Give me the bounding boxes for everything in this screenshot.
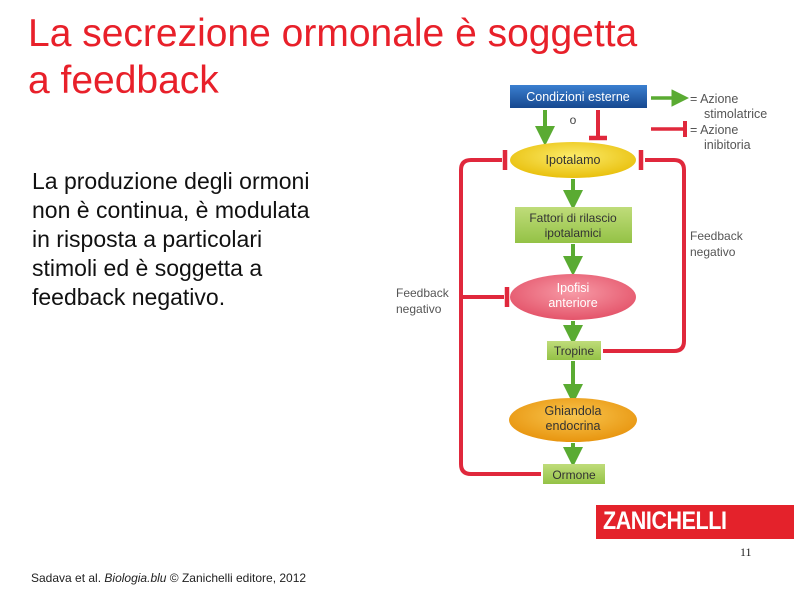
gland-label: Ghiandola bbox=[544, 404, 602, 418]
feedback-loop-right bbox=[603, 160, 684, 351]
legend-stimulatory-label: = Azione bbox=[690, 92, 739, 106]
hormone-label: Ormone bbox=[552, 468, 596, 482]
gland-label-2: endocrina bbox=[545, 419, 601, 433]
tropins-label: Tropine bbox=[553, 344, 595, 358]
external-conditions-label: Condizioni esterne bbox=[526, 90, 630, 104]
source-credit bbox=[31, 571, 306, 585]
title-line-1: La secrezione ormonale è soggetta bbox=[28, 12, 638, 55]
feedback-right-label: Feedback bbox=[690, 229, 743, 243]
hypothalamus-label: Ipotalamo bbox=[545, 153, 601, 167]
pituitary-label: Ipofisi bbox=[556, 281, 590, 295]
legend-inhibitory-label-2: inibitoria bbox=[704, 138, 751, 152]
credit-authors: Sadava et al. bbox=[31, 571, 102, 585]
releasing-factors-node bbox=[515, 207, 632, 243]
publisher-logo-text: ZANICHELLI bbox=[603, 507, 727, 535]
body-line: stimoli ed è soggetta a bbox=[32, 255, 263, 281]
hypothalamus-node bbox=[510, 142, 636, 178]
legend-inhibitory-label: = Azione bbox=[690, 123, 739, 137]
external-conditions-box bbox=[510, 85, 647, 108]
endocrine-gland-node bbox=[509, 398, 637, 442]
releasing-factors-label-2: ipotalamici bbox=[544, 226, 602, 240]
body-line: feedback negativo. bbox=[32, 284, 226, 310]
body-line: in risposta a particolari bbox=[32, 226, 263, 252]
credit-rest: © Zanichelli editore, 2012 bbox=[169, 571, 307, 585]
or-label: o bbox=[569, 113, 577, 127]
title-line-2: a feedback bbox=[28, 59, 219, 102]
credit-book: Biologia.blu bbox=[104, 571, 167, 585]
feedback-left-label: Feedback bbox=[396, 286, 449, 300]
hormone-node bbox=[543, 464, 605, 484]
anterior-pituitary-node bbox=[510, 274, 636, 320]
legend bbox=[651, 92, 767, 152]
pituitary-label-2: anteriore bbox=[548, 296, 598, 310]
feedback-left-label-2: negativo bbox=[396, 302, 442, 316]
publisher-logo bbox=[596, 505, 794, 539]
legend-stimulatory-label-2: stimolatrice bbox=[704, 107, 768, 121]
feedback-right-label-2: negativo bbox=[690, 245, 736, 259]
body-line: non è continua, è modulata bbox=[32, 197, 310, 223]
tropins-node bbox=[547, 341, 601, 360]
page-number: 11 bbox=[740, 545, 752, 559]
releasing-factors-label: Fattori di rilascio bbox=[529, 211, 617, 225]
body-line: La produzione degli ormoni bbox=[32, 168, 310, 194]
